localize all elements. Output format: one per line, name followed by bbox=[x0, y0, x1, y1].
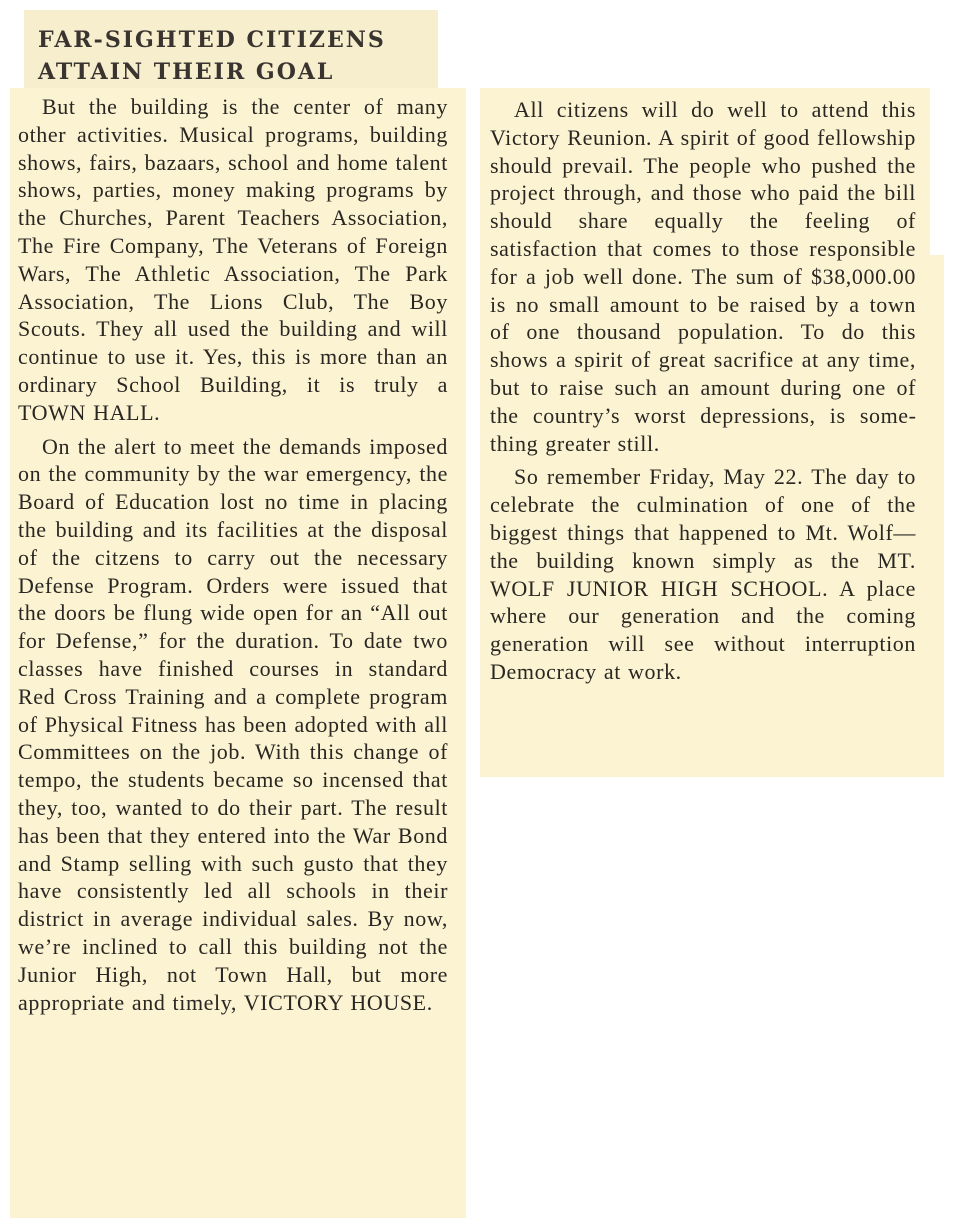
left-paragraph-1: But the building is the center of many other activities. Musical programs, building shows, fairs, bazaars, school and home talent shows, parties, money making programs by the Churches, Parent Teachers Association, The Fire Company, The Veterans of Foreign Wars, The Athletic Association, The Park Association, The Lions Club, The Boy Scouts. They all used the building and will continue to use it. Yes, this is more than an ordinary School Building, it is truly a TOWN HALL. bbox=[18, 94, 448, 425]
left-paragraph-2: On the alert to meet the demands imposed on the community by the war emergency, the Board of Education lost no time in placing the building and its facilities at the disposal of the citzens to carry out the necessary Defense Program. Orders were issued that the doors be flung wide open for an “All out for Defense,” for the duration. To date two classes have finished courses in standard Red Cross Training and a complete program of Physical Fitness has been adopted with all Committees on the job. With this change of tempo, the students became so incensed that they, too, wanted to do their part. The result has been that they entered into the War Bond and Stamp selling with such gusto that they have consistently led all schools in their district in average individual sales. By now, we’re inclined to call this building not the Junior High, not Town Hall, but more appropriate and timely, VICTORY HOUSE. bbox=[18, 433, 448, 1015]
right-column bbox=[490, 96, 916, 692]
right-paragraph-1: All citizens will do well to attend this Victory Reunion. A spirit of good fellowship should prevail. The people who pushed the project through, and those who paid the bill should share equally the feeling of satisfaction that comes to those responsible for a job well done. The sum of $38,000.00 is no small amount to be raised by a town of one thousand population. To do this shows a spirit of great sacrifice at any time, but to raise such an amount during one of the country’s worst depressions, is something greater still. bbox=[490, 97, 916, 456]
article-headline bbox=[38, 24, 438, 88]
headline-line-2: ATTAIN THEIR GOAL bbox=[38, 59, 335, 85]
left-column bbox=[18, 93, 448, 1022]
headline-line-1: FAR-SIGHTED CITIZENS bbox=[38, 27, 386, 53]
right-paragraph-2: So remember Friday, May 22. The day to celebrate the culmination of one of the biggest things that happened to Mt. Wolf—the building known simply as the MT. WOLF JUNIOR HIGH SCHOOL. A place where our generation and the coming generation will see without interruption Democracy at work. bbox=[490, 464, 916, 684]
